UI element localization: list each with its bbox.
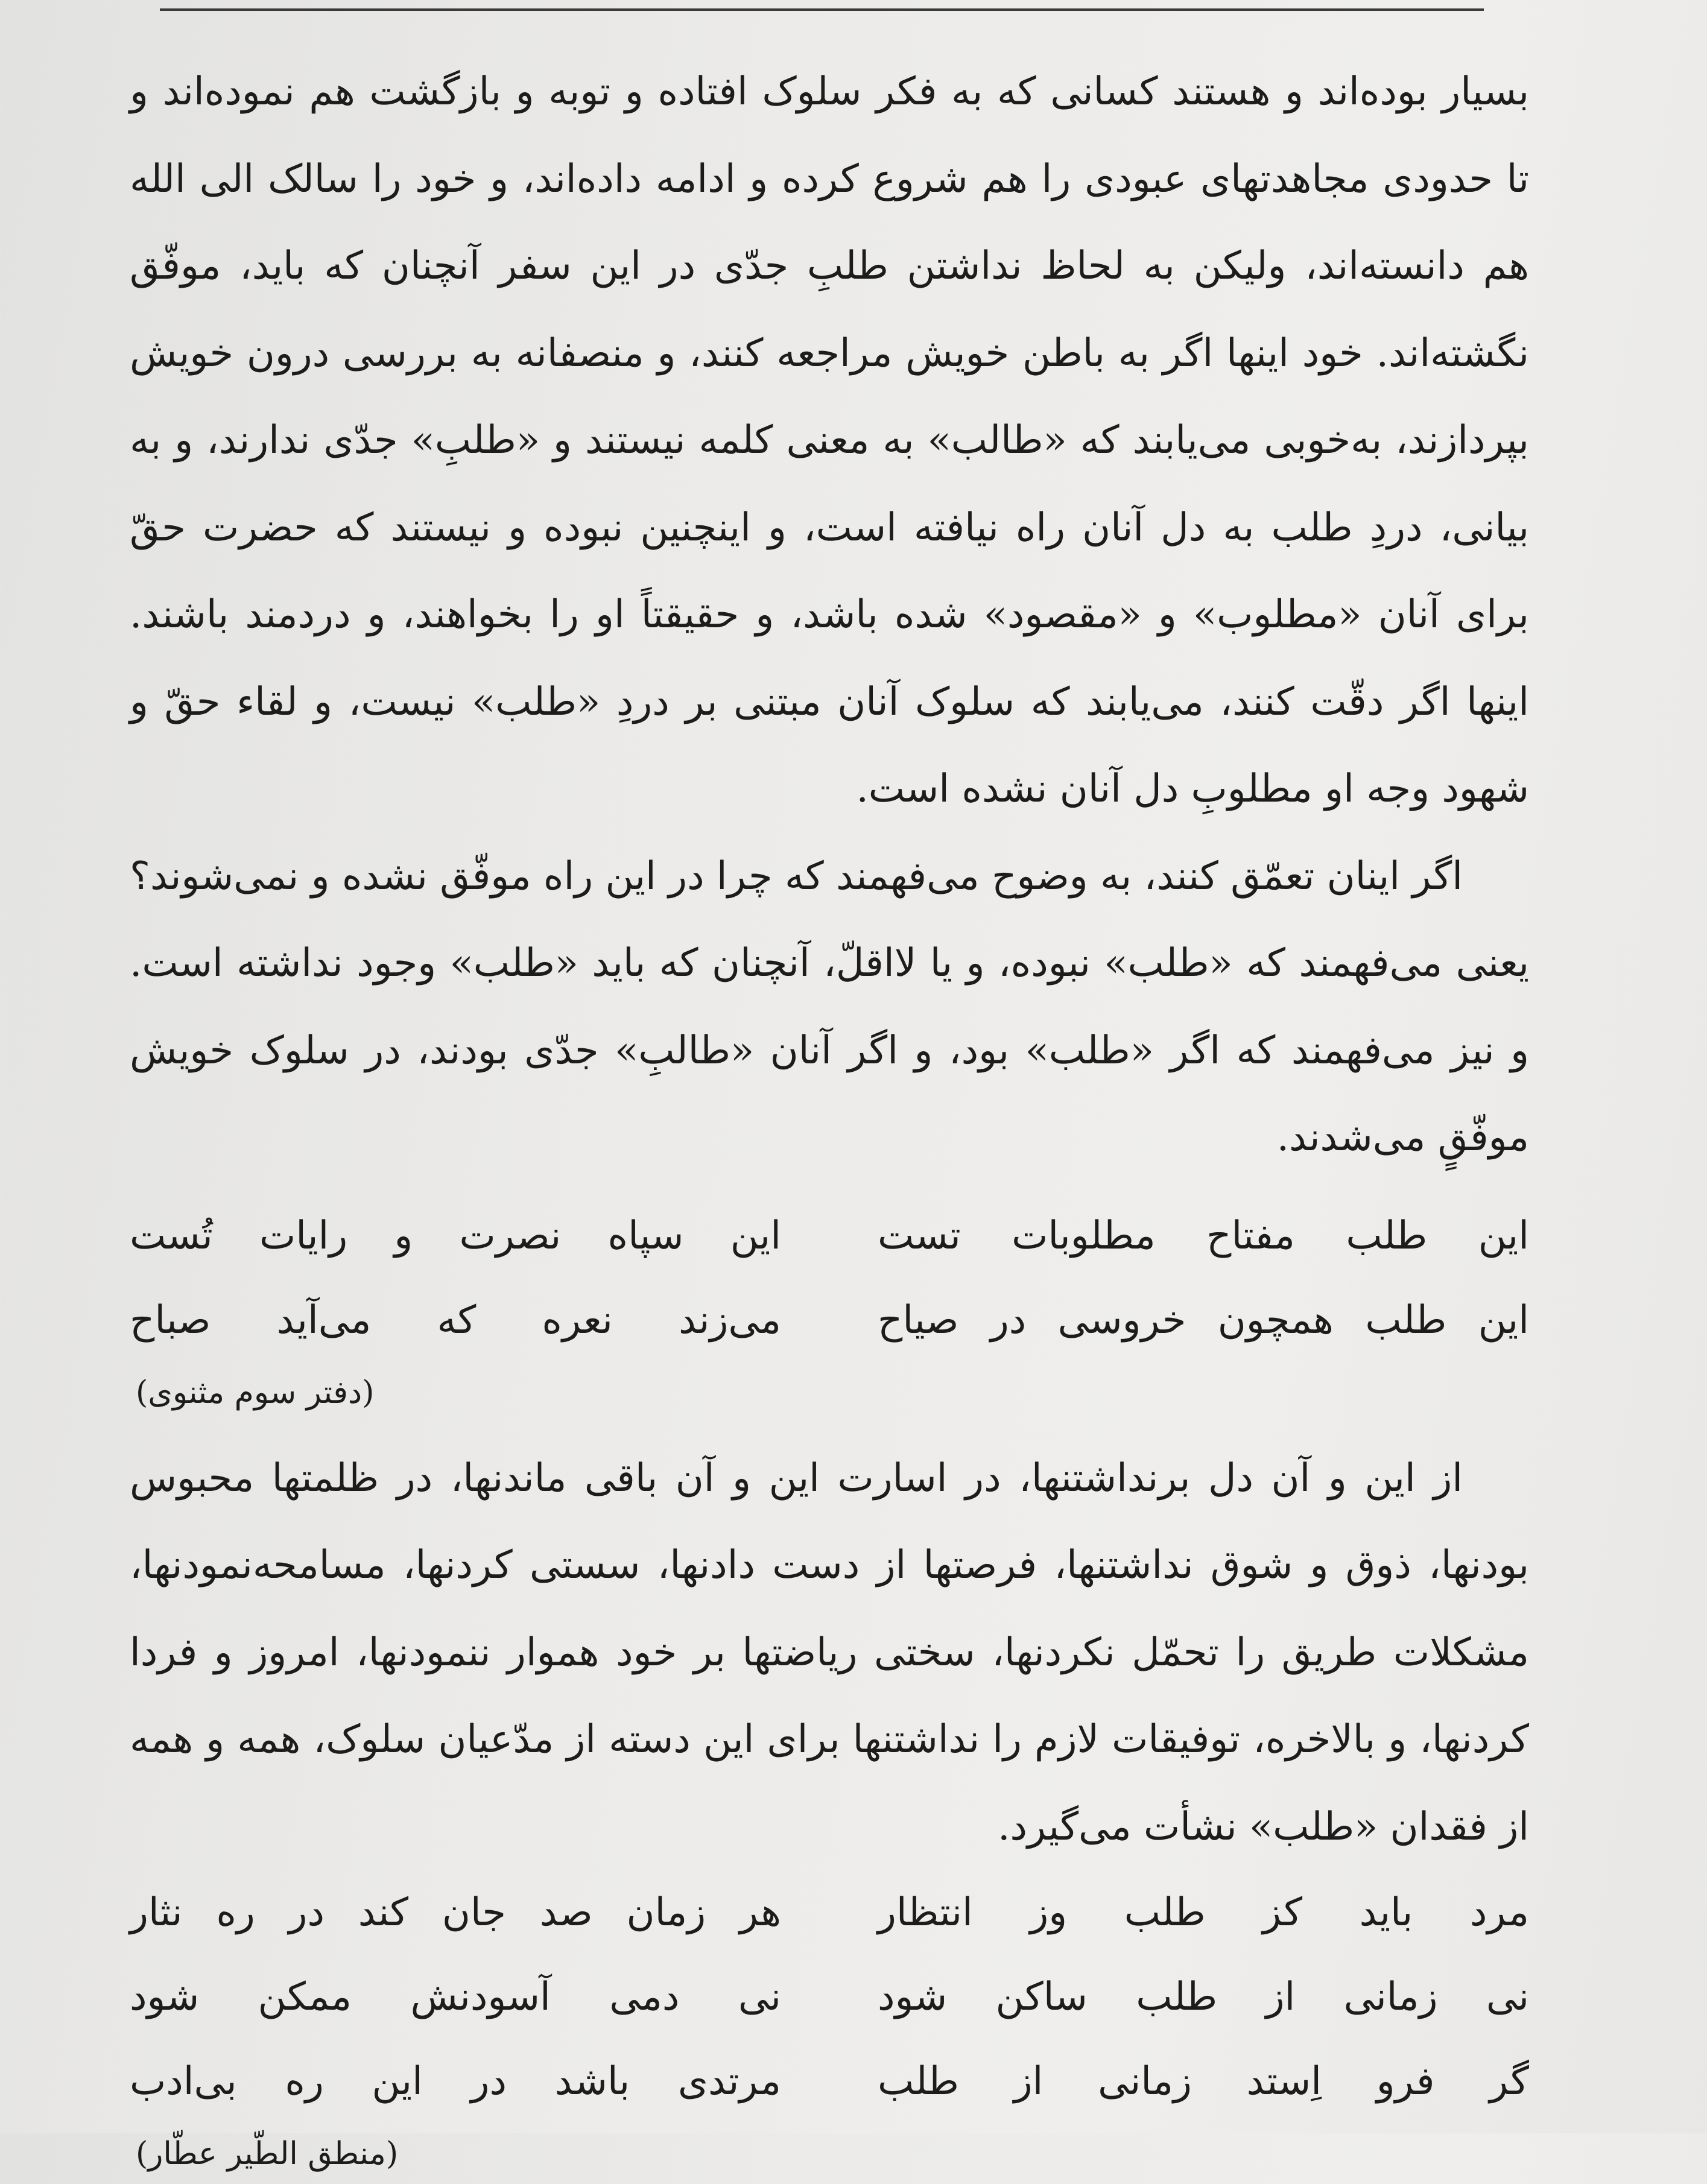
poem-bayt bbox=[130, 1955, 1529, 2039]
hemistich-right: نی زمانی از طلب ساکن شود bbox=[878, 1975, 1529, 2019]
book-page bbox=[130, 48, 1529, 2184]
hemistich-left: می‌زند نعره که می‌آید صباح bbox=[130, 1297, 781, 1343]
top-rule bbox=[160, 8, 1484, 11]
paragraph-1: بسیار بوده‌اند و هستند کسانی که به فکر سلوک افتاده و توبه و بازگشت هم نموده‌اند و تا حدودی مجاهدتهای عبودی را هم شروع کرده و ادامه داده‌اند، و خود را سالک الی الله هم دانسته‌اند، ولیکن به لحاظ نداشتن طلبِ جدّی در این سفر آنچنان که باید، موفّق نگشته‌اند. خود اینها اگر به باطن خویش مراجعه کنند، و منصفانه به بررسی درون خویش بپردازند، به‌خوبی می‌یابند که «طالب» به معنی کلمه نیستند و «طلبِ» جدّی ندارند، و به بیانی، دردِ طلب به دل آنان راه نیافته است، و اینچنین نبوده و نیستند که حضرت حقّ برای آنان «مطلوب» و «مقصود» شده باشد، و حقیقتاً او را بخواهند، و دردمند باشند. اینها اگر دقّت کنند، می‌یابند که سلوک آنان مبتنی بر دردِ «طلب» نیست، و لقاء حقّ و شهود وجه او مطلوبِ دل آنان نشده است. bbox=[130, 69, 1529, 811]
attar-poem bbox=[130, 1870, 1529, 2184]
poem-source: (دفتر سوم مثنوی) bbox=[136, 1374, 375, 1411]
poem-source: (منطق الطّیر عطّار) bbox=[136, 2136, 399, 2172]
paragraph-3: از این و آن دل برنداشتنها، در اسارت این و آن باقی ماندنها، در ظلمتها محبوس بودنها، ذوق و شوق نداشتنها، فرصتها از دست دادنها، سستی کردنها، مسامحه‌نمودنها، مشکلات طریق را تحمّل نکردنها، سختی ریاضتها بر خود هموار ننمودنها، امروز و فردا کردنها، و بالاخره، توفیقات لازم را نداشتنها برای این دسته از مدّعیان سلوک، همه و همه از فقدان «طلب» نشأت می‌گیرد. bbox=[130, 1455, 1530, 1849]
poem-bayt bbox=[130, 1194, 1529, 1278]
hemistich-left: مرتدی باشد در این ره بی‌ادب bbox=[130, 2059, 781, 2104]
poem-bayt bbox=[130, 1870, 1529, 1955]
hemistich-right: این طلب مفتاح مطلوبات تست bbox=[878, 1213, 1529, 1258]
hemistich-left: این سپاه نصرت و رایات تُست bbox=[130, 1213, 781, 1258]
poem-bayt bbox=[130, 2039, 1529, 2124]
hemistich-right: مرد باید کز طلب وز انتظار bbox=[878, 1890, 1529, 1935]
hemistich-left: هر زمان صد جان کند در ره نثار bbox=[130, 1890, 781, 1935]
masnavi-poem bbox=[130, 1194, 1529, 1423]
hemistich-right: این طلب همچون خروسی در صیاح bbox=[878, 1297, 1529, 1343]
hemistich-left: نی دمی آسودنش ممکن شود bbox=[130, 1975, 781, 2019]
poem-bayt bbox=[130, 1278, 1529, 1363]
paragraph-2: اگر اینان تعمّق کنند، به وضوح می‌فهمند که چرا در این راه موفّق نشده و نمی‌شوند؟ یعنی می‌فهمند که «طلب» نبوده، و یا لااقلّ، آنچنان که باید «طلب» وجود نداشته است. و نیز می‌فهمند که اگر «طلب» بود، و اگر آنان «طالبِ» جدّی بودند، در سلوک خویش موفّقٍ می‌شدند. bbox=[130, 853, 1530, 1160]
hemistich-right: گر فرو اِستد زمانی از طلب bbox=[878, 2059, 1529, 2104]
